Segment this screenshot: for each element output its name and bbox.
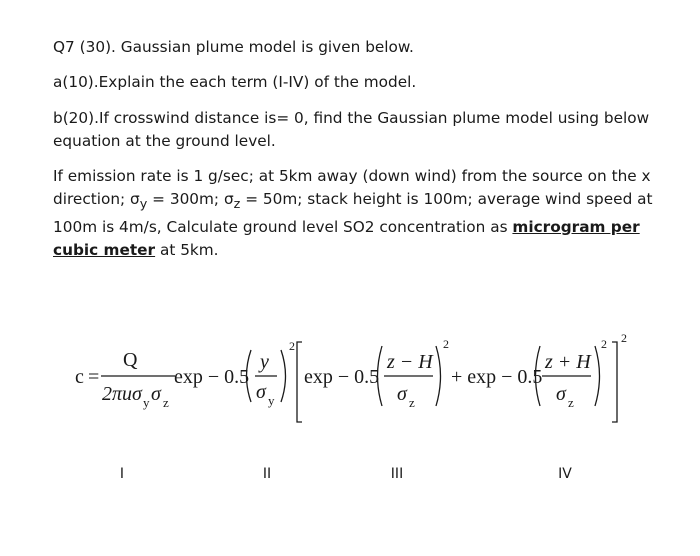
eq-z-minus-h: z − H <box>387 351 433 373</box>
given-text-3: = 50m; stack height is 100m; average wind speed at 100m is 4m/s, Calculate ground level SO2 concentration as <box>53 190 653 237</box>
eq-square-1: 2 <box>289 339 295 353</box>
eq-square-2: 2 <box>443 337 449 351</box>
question-part-a: a(10).Explain the each term (I-IV) of the model. <box>53 73 417 91</box>
gaussian-plume-equation <box>75 331 645 436</box>
eq-square-3: 2 <box>601 337 607 351</box>
given-sub-z: z <box>233 197 241 213</box>
eq-denom-sub-z: z <box>163 395 169 410</box>
eq-sigma-z-2: σ <box>556 383 566 405</box>
eq-Q: Q <box>123 349 138 371</box>
eq-equals: = <box>88 366 100 388</box>
eq-denom-sigma: σ <box>151 383 161 405</box>
term-label-I: I <box>119 466 125 482</box>
eq-sigma-z-2-sub: z <box>568 395 574 410</box>
eq-paren-right-1 <box>281 350 286 402</box>
eq-sigma-z-1-sub: z <box>409 395 415 410</box>
term-label-III: III <box>390 466 404 482</box>
eq-paren-right-3 <box>595 346 600 406</box>
question-title: Q7 (30). Gaussian plume model is given below. <box>53 38 414 56</box>
eq-plus-exp: + exp − 0.5 <box>451 366 543 388</box>
eq-bracket-right <box>612 342 617 422</box>
eq-sigma-z-1: σ <box>397 383 407 405</box>
eq-denom-main: 2πuσ <box>102 383 142 405</box>
given-text-1: If emission rate is 1 g/sec; at 5km away (down wind) from the source on the x direction; σ <box>53 167 651 208</box>
eq-z-plus-h: z + H <box>545 351 591 373</box>
eq-c: c <box>75 366 84 388</box>
eq-paren-right-2 <box>436 346 441 406</box>
eq-bracket-left <box>297 342 302 422</box>
eq-exp-term1: exp − 0.5 <box>174 366 250 388</box>
question-given-data <box>53 165 683 262</box>
eq-square-4: 2 <box>621 331 627 345</box>
eq-denom-sub-y: y <box>143 395 150 410</box>
eq-y: y <box>260 351 269 373</box>
given-text-4: at 5km. <box>155 241 219 260</box>
given-sub-y: y <box>139 197 148 213</box>
eq-sigma-y: σ <box>256 381 266 403</box>
term-label-IV: IV <box>558 466 572 482</box>
eq-sigma-y-sub: y <box>268 393 275 408</box>
given-text-2: = 300m; σ <box>147 190 234 208</box>
question-part-b: b(20).If crosswind distance is= 0, find the Gaussian plume model using below equation at the ground level. <box>53 109 650 150</box>
eq-exp-term2: exp − 0.5 <box>304 366 380 388</box>
given-emphasis: microgram per cubic meter <box>53 218 640 260</box>
term-label-II: II <box>262 466 272 482</box>
